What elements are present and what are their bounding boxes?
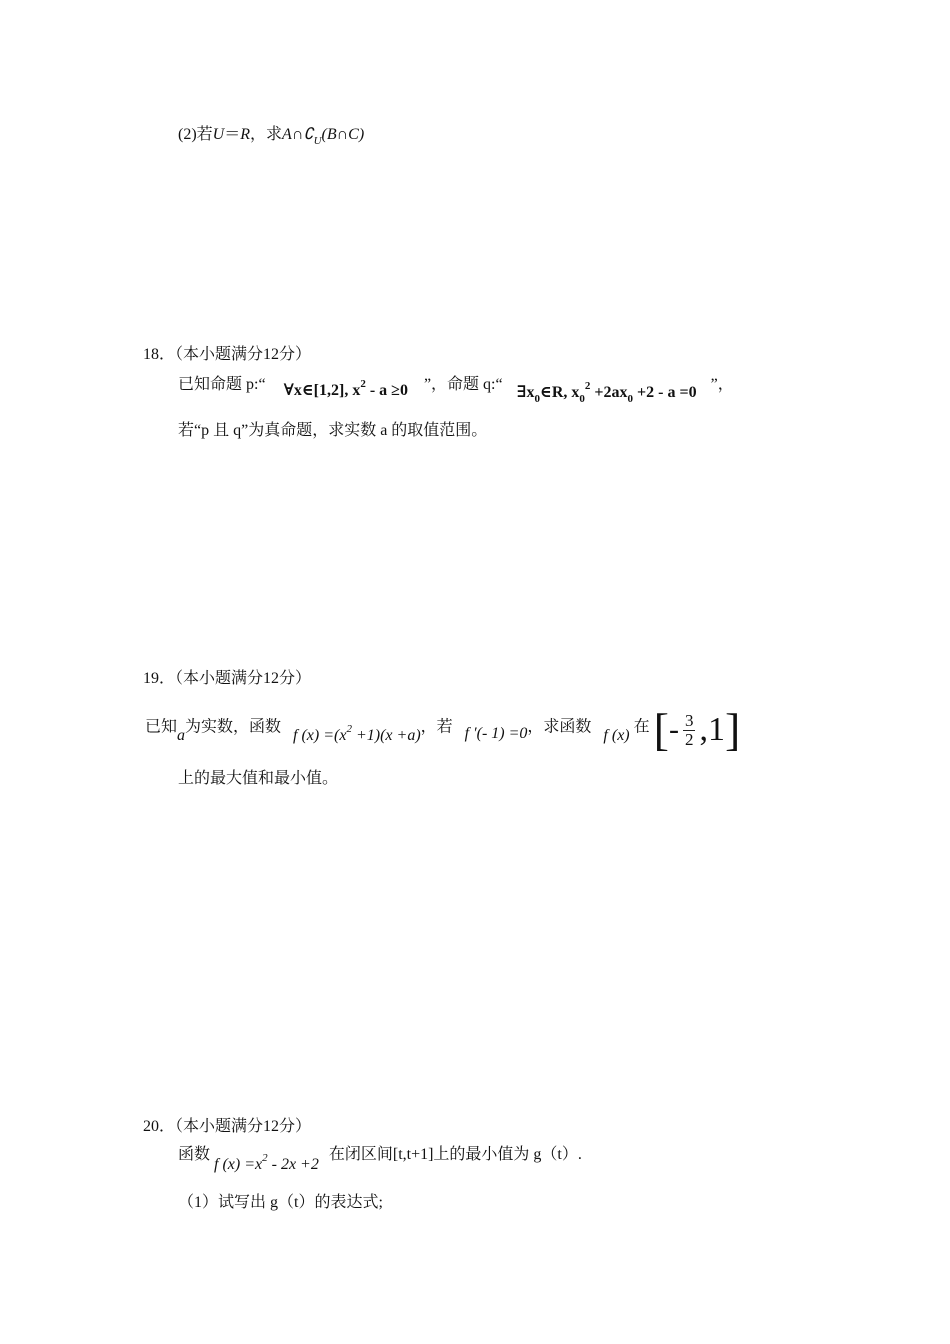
q19-interval-one: 1	[707, 711, 725, 748]
q19-interval-left-bracket: [	[653, 704, 669, 755]
q19-t1: 已知	[145, 718, 178, 736]
q19-interval-right-bracket: ]	[724, 704, 741, 755]
q18-line1-a: 已知命题 p:“	[178, 376, 266, 393]
q20-function-def: f $(x) =x^2 - 2x +2$	[214, 1152, 319, 1173]
q18-header: （本小题满分12分）	[175, 346, 312, 363]
q18-line1	[178, 374, 734, 405]
q18-number: 18．	[143, 346, 176, 363]
q19-number: 19．	[143, 670, 176, 687]
q20-line1	[178, 1144, 582, 1173]
q20-part1: （1）试写出 g（t）的表达式;	[178, 1194, 383, 1211]
q19-t2: 为实数，函数	[185, 718, 282, 736]
q20-header-line	[143, 1116, 311, 1138]
q20-number: 20．	[143, 1118, 176, 1135]
q17-part2-U: U	[212, 126, 225, 143]
q17-part2-tail: (B∩C)	[321, 126, 365, 143]
q19-fx: f (x)	[603, 726, 630, 744]
q19-interval	[653, 704, 741, 755]
q19-interval-minus: -	[668, 713, 679, 746]
q19-header-line	[143, 668, 311, 690]
q19-header: （本小题满分12分）	[175, 670, 312, 687]
q19-t5: 在	[633, 718, 650, 736]
q17-part2-eq: ＝	[224, 126, 241, 143]
q19-t3: ，若	[420, 718, 453, 736]
q18-p-expression: ∀x∈[1,2], $x^2 - a \ge 0$	[283, 378, 408, 399]
q17-part2-sub: U	[313, 135, 322, 147]
q19-function-def: f $(x) =(x^2 +1)(x +a)$	[293, 722, 421, 744]
q17-part2-prefix: (2)若	[178, 126, 213, 143]
q17-part2-R: R	[240, 126, 251, 143]
q17-part2-expr: A∩∁	[282, 126, 314, 143]
q19-interval-fraction: $\frac{3}{2}$	[684, 710, 694, 749]
q18-line1-b: ”，命题 q:“	[423, 376, 503, 393]
q19-derivative-condition: f ′(- 1) =0	[464, 724, 528, 742]
q20-header: （本小题满分12分）	[175, 1118, 312, 1135]
q18-header-line	[143, 344, 311, 366]
q17-part2-mid: ，求	[250, 126, 283, 143]
q20-t1: 函数	[178, 1146, 211, 1163]
q18-line2: 若“p 且 q”为真命题，求实数 a 的取值范围。	[178, 422, 488, 439]
q19-interval-comma: ,	[699, 711, 708, 748]
q18-line1-c: ”，	[710, 376, 734, 393]
q18-q-expression: $\exists x_0\in R$, $x_0^2 +2ax_0 +2 - a =0$	[516, 380, 697, 405]
q19-line2: 上的最大值和最小值。	[178, 770, 339, 787]
q17-part2	[178, 124, 364, 147]
q19-line1	[145, 704, 741, 755]
q20-t2: 在闭区间[t,t+1]上的最小值为 g（t）.	[328, 1146, 582, 1163]
q19-var-a: a	[177, 726, 186, 744]
q19-t4: ，求函数	[527, 718, 592, 736]
